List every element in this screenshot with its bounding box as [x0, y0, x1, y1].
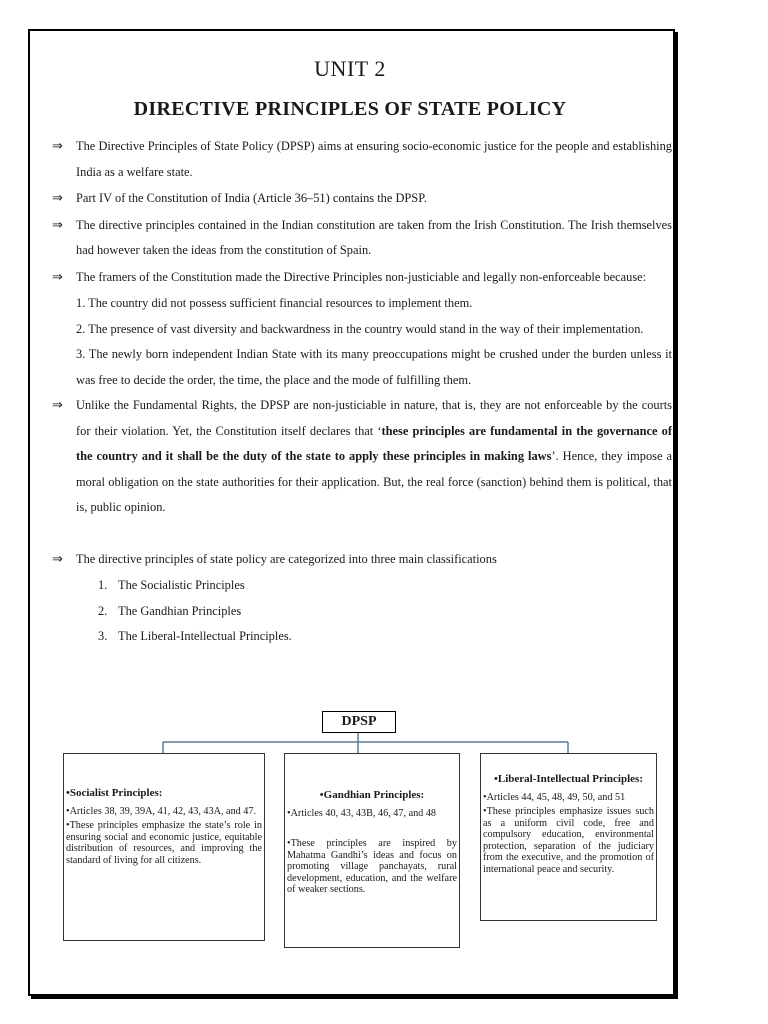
socialist-box [63, 753, 265, 941]
bullet-text: The directive principles of state policy are categorized into three main classifications [76, 551, 497, 566]
arrow-icon: ⇒ [52, 139, 63, 154]
box-title: •Liberal-Intellectual Principles: [494, 773, 643, 785]
arrow-icon: ⇒ [52, 269, 63, 285]
bold-quote: these principles are fundamental in the governance of the country and it shall be the duty of the state to apply these principles in making laws [76, 423, 672, 463]
list-item: 3. The Liberal-Intellectual Principles. [98, 629, 292, 643]
list-item: 2. The Gandhian Principles [98, 603, 242, 618]
box-title: •Socialist Principles: [66, 787, 163, 799]
arrow-icon: ⇒ [52, 217, 63, 233]
bullet-text: Part IV of the Constitution of India (Article 36–51) contains the DPSP. [76, 191, 427, 205]
bullet-text: The framers of the Constitution made the Directive Principles non-justiciable and legally non-enforceable because: [76, 269, 647, 284]
reason-item: 3. The newly born independent Indian State with its many preoccupations might be crushed under the burden unless it was free to decide the order, the time, the place and the mode of fulfilling them. [76, 347, 672, 387]
box-articles: •Articles 38, 39, 39A, 41, 42, 43, 43A, and 47. [66, 805, 257, 817]
box-title: •Gandhian Principles: [319, 789, 425, 801]
bullet-text: The directive principles contained in the Indian constitution are taken from the Irish Constitution. The Irish themselves had however taken the ideas from the constitution of Spain. [76, 217, 672, 257]
box-description: •These principles emphasize issues such as a uniform civil code, free and compulsory education, environmental protection, separation of the judiciary from the executive, and the promotion of international peace and security. [483, 806, 654, 875]
gandhian-box [284, 753, 460, 948]
box-articles: •Articles 44, 45, 48, 49, 50, and 51 [483, 791, 626, 803]
reason-item: 1. The country did not possess sufficient financial resources to implement them. [76, 296, 473, 310]
page-title: DIRECTIVE PRINCIPLES OF STATE POLICY [133, 98, 567, 120]
box-description: •These principles are inspired by Mahatma Gandhi’s ideas and focus on promoting village panchayats, rural development, education, and the welfare of weaker sections. [287, 838, 457, 895]
bullet-text: Unlike the Fundamental Rights, the DPSP are non-justiciable in nature, that is, they are not enforceable by the courts for their violation. Yet, the Constitution itself declares that ‘these principles are fundamental in the governance of the country and it shall be the duty of the state to apply these principles in making laws’. Hence, they impose a moral obligation on the state authorities for their application. But, the real force (sanction) behind them is political, that is, public opinion. [76, 398, 672, 514]
arrow-icon: ⇒ [52, 191, 63, 206]
box-description: •These principles emphasize the state’s role in ensuring social and economic justice, equitable distribution of resources, and improving the standard of living for all citizens. [66, 820, 262, 866]
liberal-intellectual-box [480, 753, 657, 921]
list-item: 1. The Socialistic Principles [98, 578, 245, 592]
reason-item: 2. The presence of vast diversity and backwardness in the country would stand in the way of their implementation. [76, 321, 644, 336]
bullet-text: The Directive Principles of State Policy (DPSP) aims at ensuring socio-economic justice for the people and establishing India as a welfare state. [76, 139, 672, 179]
arrow-icon: ⇒ [52, 398, 63, 413]
box-articles: •Articles 40, 43, 43B, 46, 47, and 48 [287, 807, 437, 819]
unit-title: UNIT 2 [314, 56, 386, 81]
diagram-root: DPSP [322, 711, 396, 733]
arrow-icon: ⇒ [52, 551, 63, 567]
